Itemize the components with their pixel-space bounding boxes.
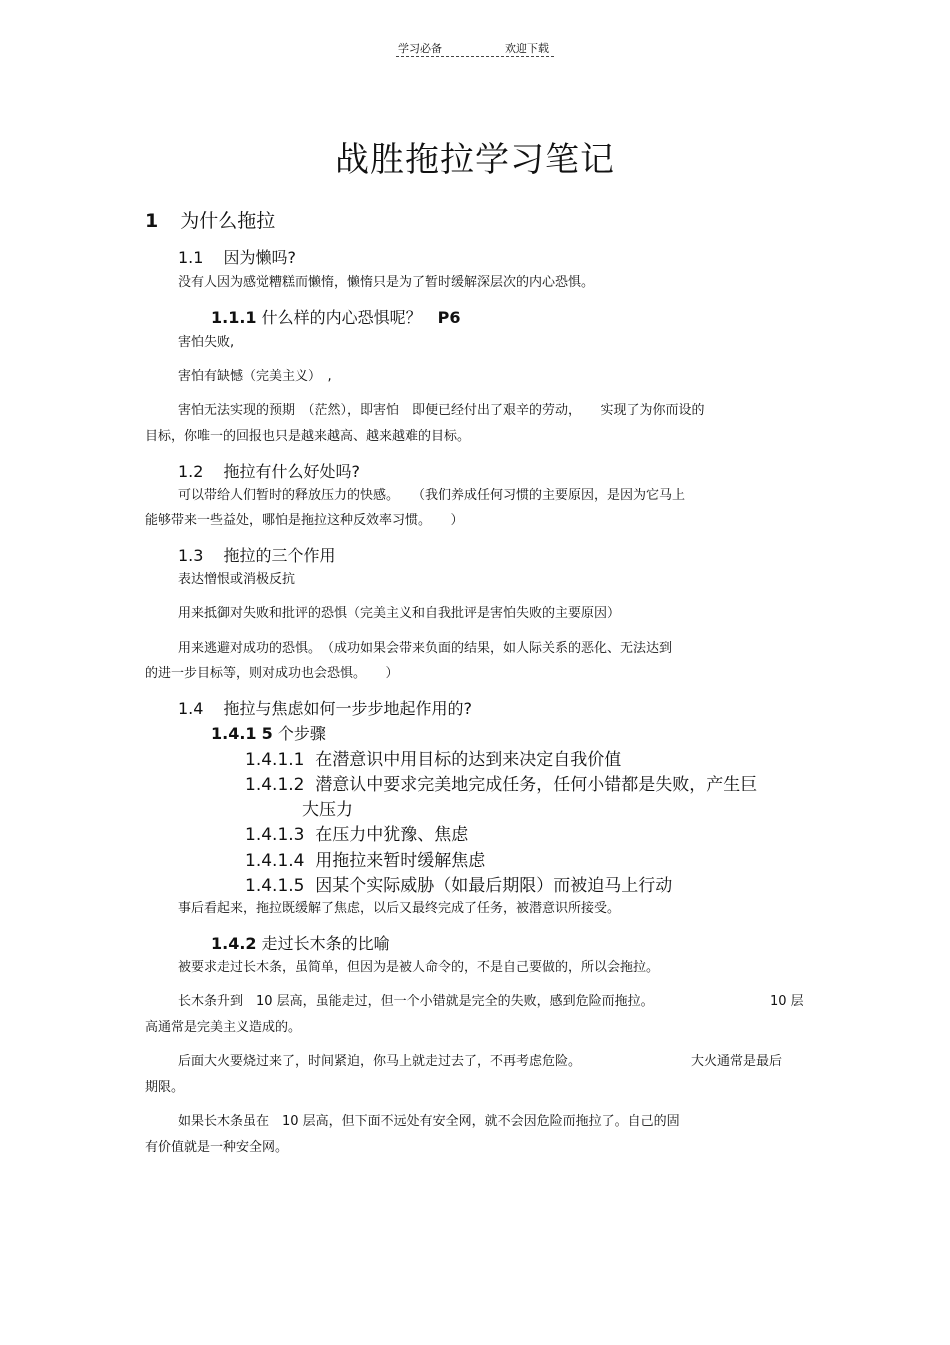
section-number: 1.2: [178, 462, 204, 481]
item-number: 1.4.1.4: [245, 851, 305, 871]
item-number: 1.4.1.5: [245, 876, 305, 896]
paragraph: 害怕失败,: [178, 335, 235, 350]
paragraph: 用来抵御对失败和批评的恐惧（完美主义和自我批评是害怕失败的主要原因）: [178, 606, 621, 621]
section-number: 1.3: [178, 546, 204, 565]
section-title: 拖拉有什么好处吗?: [223, 462, 360, 481]
list-item: [245, 846, 485, 871]
paragraph: 期限。: [145, 1080, 185, 1095]
paragraph: 高通常是完美主义造成的。: [145, 1020, 302, 1035]
item-text: 因某个实际威胁（如最后期限）而被迫马上行动: [315, 876, 673, 896]
section-1-1-1-heading: [211, 305, 461, 328]
section-1-4-heading: [178, 696, 472, 719]
paragraph: 害怕无法实现的预期 （茫然），即害怕 即便已经付出了艰辛的劳动， 实现了为你而设的: [178, 403, 705, 418]
paragraph: 用来逃避对成功的恐惧。 （成功如果会带来负面的结果，如人际关系的恶化、无法达到: [178, 641, 673, 656]
section-1-4-2-heading: [211, 931, 390, 954]
section-title: 因为懒吗?: [223, 248, 296, 267]
section-title: 拖拉的三个作用: [223, 546, 336, 565]
paragraph: 事后看起来，拖拉既缓解了焦虑，以后又最终完成了任务，被潜意识所接受。: [178, 901, 621, 916]
list-item: [245, 745, 621, 770]
section-1-heading: [145, 206, 275, 233]
header-divider: [396, 56, 554, 57]
header-left: 学习必备: [398, 42, 442, 55]
section-1-3-heading: [178, 543, 335, 566]
paragraph: 后面大火要烧过来了，时间紧迫，你马上就走过去了，不再考虑危险。: [178, 1054, 582, 1069]
item-number: 1.4.1.3: [245, 825, 305, 845]
section-number: 1.1: [178, 248, 204, 267]
step-count: 5: [261, 724, 273, 743]
paragraph: 如果长木条虽在 10 层高，但下面不远处有安全网，就不会因危险而拖拉了。自己的固: [178, 1114, 680, 1129]
section-title: 个步骤: [277, 724, 326, 743]
paragraph-fragment: 大火通常是最后: [691, 1054, 783, 1069]
section-number: 1.4: [178, 699, 204, 718]
item-text: 在压力中犹豫、焦虑: [315, 825, 469, 845]
item-number: 1.4.1.1: [245, 750, 305, 770]
section-title: 为什么拖拉: [180, 210, 276, 232]
page-title: 战胜拖拉学习笔记: [335, 140, 615, 180]
paragraph: 长木条升到 10 层高，虽能走过，但一个小错就是完全的失败，感到危险而拖拉。: [178, 994, 654, 1009]
section-number: 1.1.1: [211, 308, 257, 327]
section-1-1-heading: [178, 245, 296, 268]
list-item-continuation: 大压力: [302, 800, 353, 820]
paragraph: 可以带给人们暂时的释放压力的快感。 （我们养成任何习惯的主要原因，是因为它马上: [178, 488, 686, 503]
paragraph: 能够带来一些益处，哪怕是拖拉这种反效率习惯。 ）: [145, 513, 464, 528]
list-item: [245, 820, 468, 845]
paragraph-fragment: 10 层: [770, 994, 804, 1009]
item-text: 潜意认中要求完美地完成任务，任何小错都是失败，产生巨: [315, 775, 758, 795]
section-number: 1.4.2: [211, 934, 257, 953]
item-text: 用拖拉来暂时缓解焦虑: [315, 851, 486, 871]
paragraph: 没有人因为感觉糟糕而懒惰，懒惰只是为了暂时缓解深层次的内心恐惧。: [178, 275, 595, 290]
section-number: 1: [145, 210, 159, 232]
item-text: 在潜意识中用目标的达到来决定自我价值: [315, 750, 622, 770]
section-1-2-heading: [178, 459, 360, 482]
list-item: [245, 770, 757, 795]
section-title: 走过长木条的比喻: [261, 934, 390, 953]
header-right: 欢迎下载: [505, 42, 549, 55]
section-title: 什么样的内心恐惧呢？: [261, 308, 422, 327]
section-1-4-1-heading: [211, 721, 326, 744]
paragraph: 被要求走过长木条，虽简单，但因为是被人命令的，不是自己要做的，所以会拖拉。: [178, 960, 660, 975]
section-title: 拖拉与焦虑如何一步步地起作用的?: [223, 699, 472, 718]
paragraph: 有价值就是一种安全网。: [145, 1140, 289, 1155]
section-number: 1.4.1: [211, 724, 257, 743]
paragraph: 目标，你唯一的回报也只是越来越高、越来越难的目标。: [145, 429, 471, 444]
paragraph: 害怕有缺憾（完美主义） ,: [178, 369, 332, 384]
item-number: 1.4.1.2: [245, 775, 305, 795]
list-item: [245, 871, 672, 896]
page-reference: P6: [437, 308, 461, 327]
paragraph: 表达憎恨或消极反抗: [178, 572, 296, 587]
paragraph: 的进一步目标等，则对成功也会恐惧。 ）: [145, 666, 399, 681]
